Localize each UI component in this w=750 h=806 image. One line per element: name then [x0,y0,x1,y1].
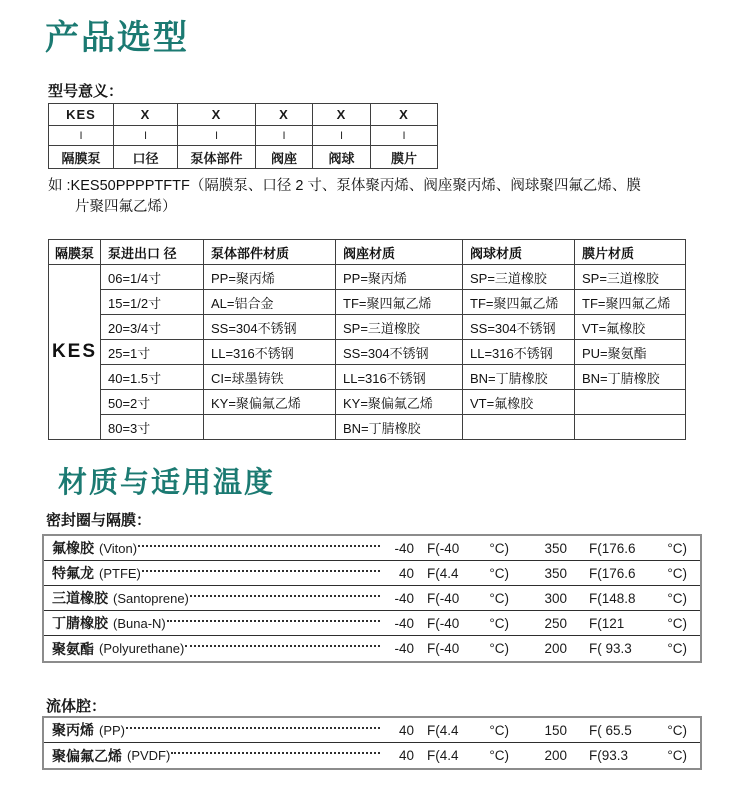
header-cell: 隔膜泵 [49,240,101,265]
celsius-unit: °C) [667,722,687,738]
fluid-temperature-table [42,716,702,770]
high-temp-f: 150 [544,722,567,738]
header-cell: 膜片材质 [575,240,686,265]
material-name: 氟橡胶 [52,540,94,556]
table-cell: X [178,104,256,126]
celsius-unit: °C) [667,641,687,656]
table-cell: PU=聚氨酯 [575,340,686,365]
high-temp-f: 300 [544,590,567,606]
celsius-unit: °C) [489,641,509,656]
celsius-unit: °C) [667,748,687,763]
table-cell: 20=3/4寸 [101,315,204,340]
table-row [49,365,686,390]
table-cell: 25=1寸 [101,340,204,365]
celsius-unit: °C) [667,565,687,581]
celsius-unit: °C) [667,590,687,606]
material-name: 丁腈橡胶 [52,615,108,631]
material-name-en: (Buna-N) [113,615,166,631]
material-name-en: (Polyurethane) [99,641,185,656]
table-cell: SS=304不锈钢 [463,315,575,340]
celsius-unit: °C) [489,748,509,763]
table-cell: I [114,126,178,146]
header-cell: 阀球材质 [463,240,575,265]
table-cell: BN=丁腈橡胶 [463,365,575,390]
material-name-en: (PVDF) [127,748,171,763]
material-name: 聚氨酯 [52,640,94,657]
celsius-unit: °C) [489,590,509,606]
selection-table [48,239,686,440]
header-cell: 阀座材质 [336,240,463,265]
temperature-section-title: 材质与适用温度 [58,467,276,499]
celsius-unit: °C) [667,540,687,556]
low-temp-c: F(4.4 [427,748,459,763]
high-temp-f: 350 [544,565,567,581]
table-cell: I [371,126,438,146]
table-cell: TF=聚四氟乙烯 [336,290,463,315]
fluid-chamber-label: 流体腔： [46,698,107,715]
low-temp-f: 40 [398,565,414,581]
material-name: 特氟龙 [52,565,94,581]
low-temp-f: -40 [394,641,414,656]
table-cell: I [178,126,256,146]
table-cell: 80=3寸 [101,415,204,440]
table-cell: LL=316不锈钢 [204,340,336,365]
table-cell: SS=304不锈钢 [336,340,463,365]
model-example-line1: 如 :KES50PPPPTFTF（隔膜泵、口径 2 寸、泵体聚丙烯、阀座聚丙烯、阀球聚四氟乙烯、膜 [48,178,641,194]
table-cell: TF=聚四氟乙烯 [575,290,686,315]
model-example-line2: 片聚四氟乙烯） [75,199,177,215]
table-cell: I [49,126,114,146]
dotted-leader [142,570,380,572]
model-example [48,176,708,218]
page-title: 产品选型 [45,19,189,57]
table-cell: 阀球 [313,146,371,169]
material-name-en: (PP) [99,722,125,738]
header-cell: 泵体部件材质 [204,240,336,265]
high-temp-c: F( 65.5 [589,722,632,738]
table-cell [204,415,336,440]
table-cell: AL=铝合金 [204,290,336,315]
table-row [44,561,700,586]
high-temp-f: 200 [544,641,567,656]
high-temp-c: F(176.6 [589,565,636,581]
high-temp-f: 200 [544,748,567,763]
dotted-leader [190,595,380,597]
table-cell: 隔膜泵 [49,146,114,169]
table-cell [575,390,686,415]
table-cell: X [256,104,313,126]
table-cell: BN=丁腈橡胶 [575,365,686,390]
table-cell: VT=氟橡胶 [575,315,686,340]
high-temp-f: 350 [544,540,567,556]
table-cell: VT=氟橡胶 [463,390,575,415]
high-temp-c: F(176.6 [589,540,636,556]
table-row [49,265,686,290]
low-temp-f: 40 [398,722,414,738]
table-cell: PP=聚丙烯 [204,265,336,290]
table-cell: CI=球墨铸铁 [204,365,336,390]
table-cell: 40=1.5寸 [101,365,204,390]
low-temp-f: 40 [398,748,414,763]
table-cell: SP=三道橡胶 [575,265,686,290]
table-cell [463,415,575,440]
low-temp-c: F(-40 [427,641,460,656]
header-cell: 泵进出口 径 [101,240,204,265]
celsius-unit: °C) [667,615,687,631]
table-cell: KY=聚偏氟乙烯 [336,390,463,415]
table-cell: TF=聚四氟乙烯 [463,290,575,315]
table-row [44,536,700,561]
model-part-row [49,146,438,169]
dotted-leader [126,727,380,729]
high-temp-c: F(93.3 [589,748,629,763]
table-row [44,611,700,636]
table-cell: 膜片 [371,146,438,169]
table-cell: I [256,126,313,146]
table-row [44,636,700,661]
table-cell: 50=2寸 [101,390,204,415]
celsius-unit: °C) [489,540,509,556]
celsius-unit: °C) [489,565,509,581]
dotted-leader [138,545,380,547]
high-temp-c: F(121 [589,615,625,631]
low-temp-f: -40 [394,615,414,631]
high-temp-c: F(148.8 [589,590,636,606]
dotted-leader [167,620,380,622]
dotted-leader [185,645,380,647]
material-name-en: (Santoprene) [113,590,189,606]
material-name: 聚偏氟乙烯 [52,747,122,764]
table-cell: 阀座 [256,146,313,169]
seal-temperature-table [42,534,702,663]
model-code-row [49,104,438,126]
table-cell: X [313,104,371,126]
table-row [44,743,700,768]
table-cell: KES [49,104,114,126]
table-row [49,315,686,340]
table-cell: 06=1/4寸 [101,265,204,290]
table-cell: X [371,104,438,126]
low-temp-c: F(-40 [427,540,460,556]
seal-diaphragm-label: 密封圈与隔膜： [46,512,152,529]
table-cell: KY=聚偏氟乙烯 [204,390,336,415]
table-cell: 口径 [114,146,178,169]
selection-header-row [49,240,686,265]
table-cell: I [313,126,371,146]
model-meaning-label: 型号意义： [48,83,124,100]
material-name: 聚丙烯 [52,722,94,738]
model-tick-row [49,126,438,146]
material-name-en: (PTFE) [99,565,141,581]
material-name: 三道橡胶 [52,590,108,606]
table-cell: X [114,104,178,126]
celsius-unit: °C) [489,722,509,738]
table-row [49,340,686,365]
low-temp-c: F(4.4 [427,565,459,581]
table-row [44,586,700,611]
low-temp-f: -40 [394,540,414,556]
material-name-en: (Viton) [99,540,138,556]
high-temp-f: 250 [544,615,567,631]
high-temp-c: F( 93.3 [589,641,632,656]
table-cell: SP=三道橡胶 [463,265,575,290]
table-cell: SS=304不锈钢 [204,315,336,340]
dotted-leader [171,752,380,754]
table-cell: BN=丁腈橡胶 [336,415,463,440]
table-cell [575,415,686,440]
table-cell: LL=316不锈钢 [336,365,463,390]
table-row [49,415,686,440]
table-cell: PP=聚丙烯 [336,265,463,290]
table-cell: SP=三道橡胶 [336,315,463,340]
low-temp-c: F(-40 [427,590,460,606]
model-code-table [48,103,438,169]
table-cell: LL=316不锈钢 [463,340,575,365]
low-temp-c: F(-40 [427,615,460,631]
celsius-unit: °C) [489,615,509,631]
low-temp-c: F(4.4 [427,722,459,738]
low-temp-f: -40 [394,590,414,606]
table-row [44,718,700,743]
table-cell: 泵体部件 [178,146,256,169]
table-row [49,390,686,415]
table-cell: 15=1/2寸 [101,290,204,315]
pump-model-cell: KES [49,265,101,440]
table-row [49,290,686,315]
